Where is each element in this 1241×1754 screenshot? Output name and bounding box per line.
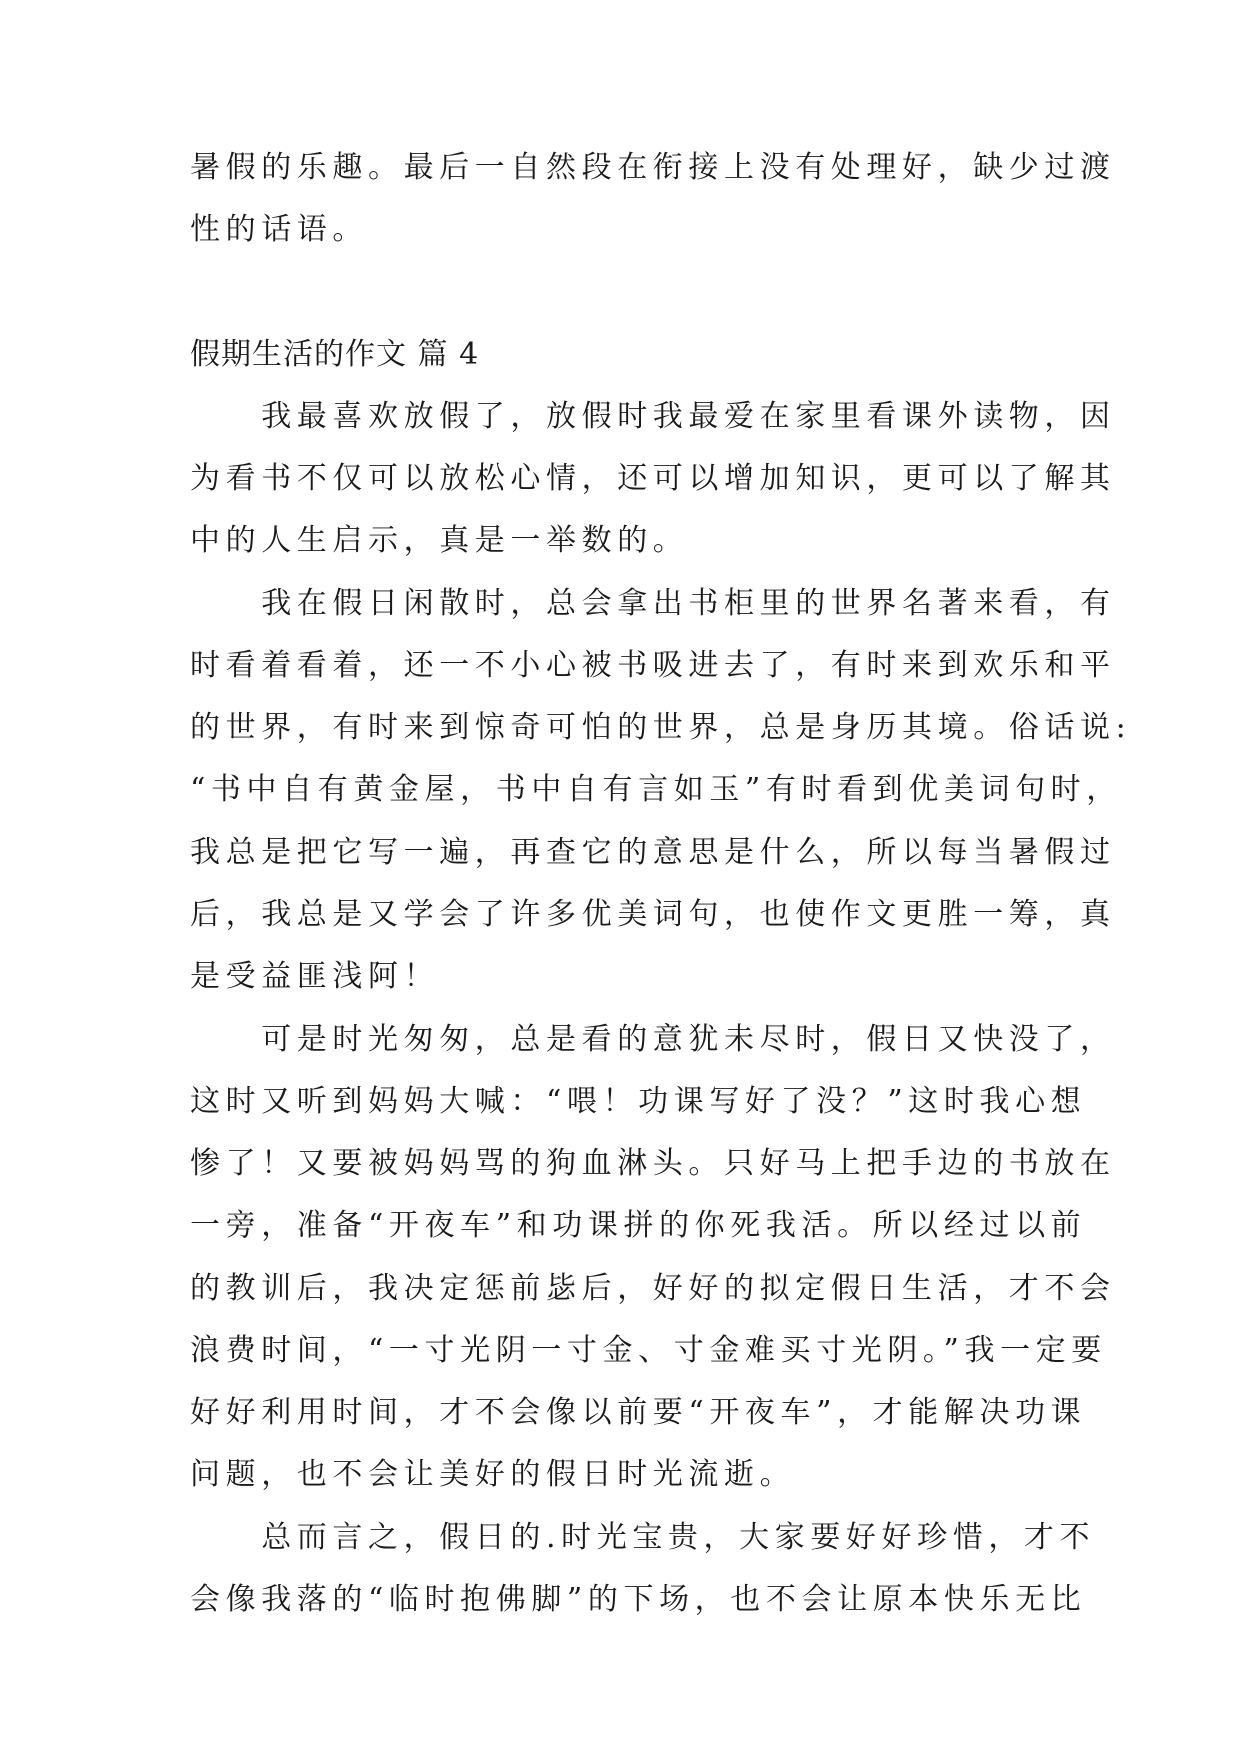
text-line: 的世界，有时来到惊奇可怕的世界，总是身历其境。俗话说: [190,710,1132,745]
text-line: 会像我落的“临时抱佛脚”的下场，也不会让原本快乐无比 [190,1582,1087,1617]
text-line: 性的话语。 [190,212,368,247]
text-line: 这时又听到妈妈大喊：“喂！功课写好了没？”这时我心想 [190,1084,1087,1119]
text-line: “书中自有黄金屋，书中自有言如玉”有时看到优美词句时， [190,772,1122,807]
text-line: 总而言之，假日的.时光宝贵，大家要好好珍惜，才不 [190,1520,1096,1555]
text-line: 问题，也不会让美好的假日时光流逝。 [190,1457,796,1492]
text-line: 后，我总是又学会了许多优美词句，也使作文更胜一筹，真 [190,897,1116,932]
text-line: 我最喜欢放假了，放假时我最爱在家里看课外读物，因 [190,399,1116,434]
text-line: 暑假的乐趣。最后一自然段在衔接上没有处理好，缺少过渡 [190,150,1116,185]
text-line: 可是时光匆匆，总是看的意犹未尽时，假日又快没了， [190,1022,1116,1057]
text-line: 浪费时间，“一寸光阴一寸金、寸金难买寸光阴。”我一定要 [190,1333,1107,1368]
text-line: 是受益匪浅阿！ [190,959,440,994]
text-line: 好好利用时间，才不会像以前要“开夜车”，才能解决功课 [190,1395,1087,1430]
text-line: 的教训后，我决定惩前毖后，好好的拟定假日生活，才不会 [190,1271,1116,1306]
text-line: 我在假日闲散时，总会拿出书柜里的世界名著来看，有 [190,586,1116,621]
text-line: 中的人生启示，真是一举数的。 [190,523,689,558]
text-line: 为看书不仅可以放松心情，还可以增加知识，更可以了解其 [190,461,1116,496]
text-line: 一旁，准备“开夜车”和功课拼的你死我活。所以经过以前 [190,1208,1087,1243]
text-line: 我总是把它写一遍，再查它的意思是什么，所以每当暑假过 [190,835,1116,870]
text-line: 惨了！又要被妈妈骂的狗血淋头。只好马上把手边的书放在 [190,1146,1116,1181]
text-line: 时看着看着，还一不小心被书吸进去了，有时来到欢乐和平 [190,648,1116,683]
section-heading: 假期生活的作文 篇 4 [190,337,480,372]
